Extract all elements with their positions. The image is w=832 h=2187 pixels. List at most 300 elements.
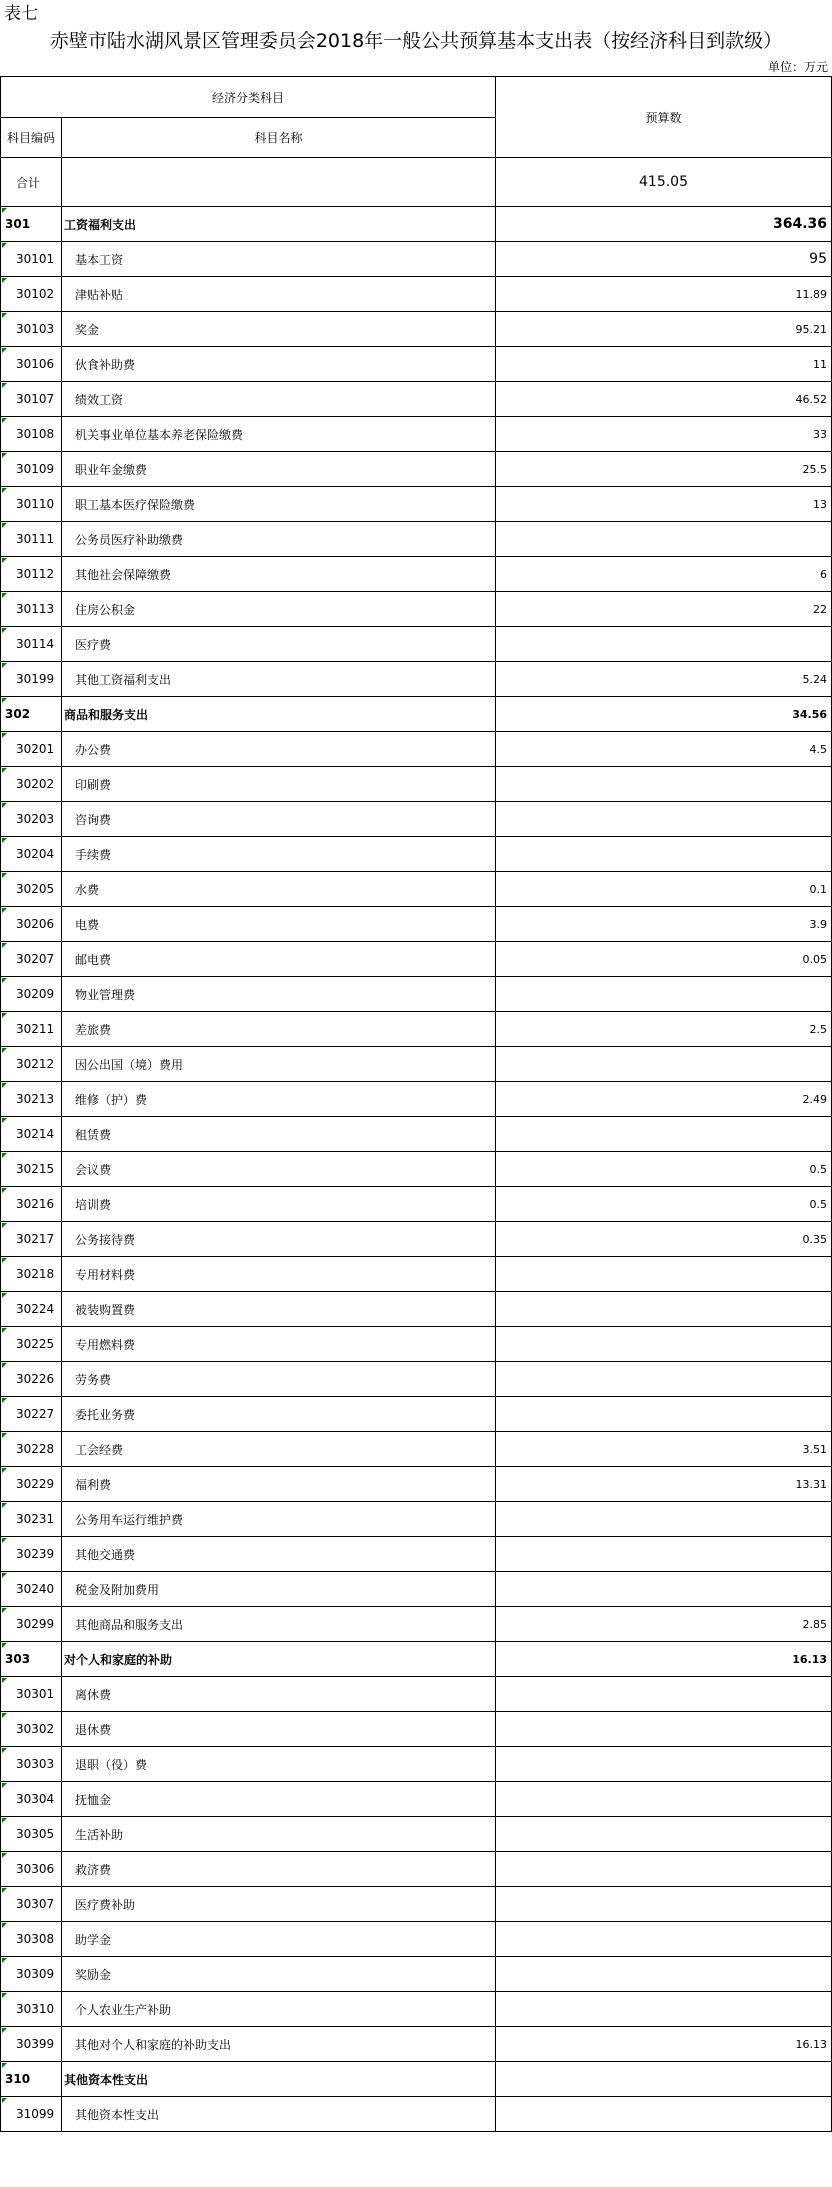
row-amount: 0.35 — [802, 1232, 827, 1246]
row-code: 30305 — [16, 1827, 55, 1841]
table-row — [0, 1606, 832, 1642]
cell-marker-icon — [2, 1433, 7, 1438]
row-code: 30228 — [16, 1442, 55, 1456]
table-row — [0, 556, 832, 592]
row-amount-cell — [495, 276, 832, 312]
row-name: 维修（护）费 — [75, 1092, 148, 1107]
row-code-cell — [0, 591, 62, 627]
row-code: 30215 — [16, 1162, 55, 1176]
total-name-cell — [61, 157, 496, 207]
row-name: 救济费 — [75, 1862, 112, 1877]
cell-marker-icon — [2, 313, 7, 318]
header-code-label: 科目编码 — [6, 131, 55, 145]
row-amount-cell — [495, 1886, 832, 1922]
row-name-cell — [61, 1921, 496, 1957]
row-name: 物业管理费 — [75, 987, 136, 1002]
row-code-cell — [0, 801, 62, 837]
table-row — [0, 241, 832, 277]
row-name-cell — [61, 1606, 496, 1642]
row-name: 劳务费 — [75, 1372, 112, 1387]
total-label-cell — [0, 157, 62, 207]
table-row — [0, 1291, 832, 1327]
row-code-cell — [0, 1326, 62, 1362]
row-amount-cell — [495, 1186, 832, 1222]
row-code: 30304 — [16, 1792, 55, 1806]
table-row — [0, 1816, 832, 1852]
row-name-cell — [61, 381, 496, 417]
row-amount: 3.51 — [802, 1442, 827, 1456]
cell-marker-icon — [2, 2028, 7, 2033]
row-code-cell — [0, 1256, 62, 1292]
table-row — [0, 521, 832, 557]
row-name: 专用材料费 — [75, 1267, 136, 1282]
header-amount-cell — [495, 76, 832, 158]
cell-marker-icon — [2, 1258, 7, 1263]
row-name: 生活补助 — [75, 1827, 124, 1842]
row-amount: 95.21 — [795, 322, 827, 336]
row-code: 30229 — [16, 1477, 55, 1491]
row-name: 公务接待费 — [75, 1232, 136, 1247]
cell-marker-icon — [2, 628, 7, 633]
row-amount: 5.24 — [802, 672, 827, 686]
row-code-cell — [0, 2096, 62, 2132]
row-code: 30303 — [16, 1757, 55, 1771]
row-code-cell — [0, 241, 62, 277]
row-name: 电费 — [75, 917, 100, 932]
row-amount-cell — [495, 1571, 832, 1607]
table-row — [0, 416, 832, 452]
row-name: 专用燃料费 — [75, 1337, 136, 1352]
row-name-cell — [61, 1991, 496, 2027]
row-code: 30111 — [16, 532, 55, 546]
row-code: 31099 — [16, 2107, 55, 2121]
row-code-cell — [0, 1956, 62, 1992]
row-name-cell — [61, 1186, 496, 1222]
cell-marker-icon — [2, 1643, 7, 1648]
row-name: 培训费 — [75, 1197, 112, 1212]
row-amount: 0.5 — [809, 1197, 827, 1211]
row-name-cell — [61, 451, 496, 487]
table-row — [0, 1956, 832, 1992]
cell-marker-icon — [2, 1118, 7, 1123]
row-code-cell — [0, 661, 62, 697]
row-name: 机关事业单位基本养老保险缴费 — [75, 427, 244, 442]
row-name-cell — [61, 1501, 496, 1537]
table-row — [0, 276, 832, 312]
row-name-cell — [61, 486, 496, 522]
cell-marker-icon — [2, 1153, 7, 1158]
row-amount-cell — [495, 591, 832, 627]
row-name-cell — [61, 591, 496, 627]
row-code: 30306 — [16, 1862, 55, 1876]
cell-marker-icon — [2, 1503, 7, 1508]
row-name: 差旅费 — [75, 1022, 112, 1037]
row-code: 30114 — [16, 637, 55, 651]
table-row — [0, 871, 832, 907]
row-amount-cell — [495, 556, 832, 592]
row-name-cell — [61, 801, 496, 837]
table-row — [0, 1256, 832, 1292]
row-code-cell — [0, 976, 62, 1012]
row-amount-cell — [495, 241, 832, 277]
row-amount: 0.1 — [809, 882, 827, 896]
row-name-cell — [61, 1396, 496, 1432]
row-code: 30309 — [16, 1967, 55, 1981]
row-code-cell — [0, 1921, 62, 1957]
row-name: 手续费 — [75, 847, 112, 862]
row-code: 30206 — [16, 917, 55, 931]
row-code-cell — [0, 696, 62, 732]
row-code-cell — [0, 2026, 62, 2062]
row-name-cell — [61, 1361, 496, 1397]
row-code: 30113 — [16, 602, 55, 616]
row-code-cell — [0, 731, 62, 767]
cell-marker-icon — [2, 1853, 7, 1858]
table-row — [0, 1571, 832, 1607]
row-code: 30231 — [16, 1512, 55, 1526]
cell-marker-icon — [2, 1363, 7, 1368]
row-amount: 16.13 — [795, 2037, 827, 2051]
row-amount: 364.36 — [772, 216, 827, 232]
row-name: 抚恤金 — [75, 1792, 112, 1807]
cell-marker-icon — [2, 1468, 7, 1473]
cell-marker-icon — [2, 1608, 7, 1613]
table-row — [0, 906, 832, 942]
table-row — [0, 1046, 832, 1082]
table-row — [0, 346, 832, 382]
row-code: 30101 — [16, 252, 55, 266]
cell-marker-icon — [2, 278, 7, 283]
row-name-cell — [61, 416, 496, 452]
table-row — [0, 311, 832, 347]
row-amount-cell — [495, 451, 832, 487]
row-name-cell — [61, 346, 496, 382]
row-amount-cell — [495, 941, 832, 977]
row-code-cell — [0, 521, 62, 557]
table-row — [0, 1431, 832, 1467]
row-code-cell — [0, 1291, 62, 1327]
table-row — [0, 1186, 832, 1222]
row-code-cell — [0, 1606, 62, 1642]
row-amount-cell — [495, 661, 832, 697]
cell-marker-icon — [2, 488, 7, 493]
table-row — [0, 696, 832, 732]
cell-marker-icon — [2, 943, 7, 948]
cell-marker-icon — [2, 978, 7, 983]
cell-marker-icon — [2, 1538, 7, 1543]
row-code: 30310 — [16, 2002, 55, 2016]
row-code-cell — [0, 1046, 62, 1082]
row-name: 住房公积金 — [75, 602, 136, 617]
row-name: 商品和服务支出 — [64, 707, 149, 722]
row-code-cell — [0, 1676, 62, 1712]
row-name-cell — [61, 1886, 496, 1922]
table-row — [0, 1746, 832, 1782]
cell-marker-icon — [2, 523, 7, 528]
row-name: 咨询费 — [75, 812, 112, 827]
cell-marker-icon — [2, 1958, 7, 1963]
row-code-cell — [0, 1151, 62, 1187]
table-row — [0, 941, 832, 977]
row-name: 职业年金缴费 — [75, 462, 148, 477]
row-name-cell — [61, 1081, 496, 1117]
table-row — [0, 1116, 832, 1152]
row-name: 其他商品和服务支出 — [75, 1617, 184, 1632]
row-amount: 11.89 — [795, 287, 827, 301]
row-amount-cell — [495, 381, 832, 417]
row-amount: 3.9 — [809, 917, 827, 931]
row-name-cell — [61, 2026, 496, 2062]
row-amount-cell — [495, 521, 832, 557]
row-name: 助学金 — [75, 1932, 112, 1947]
row-amount-cell — [495, 1431, 832, 1467]
cell-marker-icon — [2, 803, 7, 808]
row-name-cell — [61, 661, 496, 697]
row-name-cell — [61, 836, 496, 872]
table-row — [0, 1991, 832, 2027]
row-name-cell — [61, 521, 496, 557]
row-amount: 46.52 — [795, 392, 827, 406]
row-code: 30299 — [16, 1617, 55, 1631]
row-amount-cell — [495, 696, 832, 732]
row-name: 办公费 — [75, 742, 112, 757]
row-amount: 6 — [820, 567, 827, 581]
row-name-cell — [61, 1781, 496, 1817]
row-name: 租赁费 — [75, 1127, 112, 1142]
row-amount: 4.5 — [809, 742, 827, 756]
row-code-cell — [0, 416, 62, 452]
row-code-cell — [0, 346, 62, 382]
row-amount-cell — [495, 1396, 832, 1432]
row-name-cell — [61, 311, 496, 347]
row-name-cell — [61, 276, 496, 312]
cell-marker-icon — [2, 208, 7, 213]
row-amount: 0.5 — [809, 1162, 827, 1176]
row-amount: 11 — [813, 357, 827, 371]
row-name: 离休费 — [75, 1687, 112, 1702]
table-row — [0, 1711, 832, 1747]
row-code: 30302 — [16, 1722, 55, 1736]
table-row — [0, 1676, 832, 1712]
row-name-cell — [61, 1011, 496, 1047]
row-code: 30225 — [16, 1337, 55, 1351]
row-amount: 95 — [809, 251, 827, 267]
row-code: 30307 — [16, 1897, 55, 1911]
row-name-cell — [61, 241, 496, 277]
row-amount-cell — [495, 1956, 832, 1992]
row-code-cell — [0, 1536, 62, 1572]
table-row — [0, 731, 832, 767]
row-amount: 2.85 — [802, 1617, 827, 1631]
row-code: 303 — [5, 1652, 31, 1666]
row-name-cell — [61, 1571, 496, 1607]
row-code: 30214 — [16, 1127, 55, 1141]
row-name: 公务用车运行维护费 — [75, 1512, 184, 1527]
row-name: 医疗费 — [75, 637, 112, 652]
total-amount: 415.05 — [639, 174, 688, 190]
header-amount-label: 预算数 — [645, 110, 682, 125]
table-row — [0, 626, 832, 662]
row-name-cell — [61, 871, 496, 907]
row-amount-cell — [495, 1851, 832, 1887]
row-name-cell — [61, 1221, 496, 1257]
row-code: 30216 — [16, 1197, 55, 1211]
row-code-cell — [0, 1746, 62, 1782]
row-name: 印刷费 — [75, 777, 112, 792]
row-amount-cell — [495, 206, 832, 242]
row-amount-cell — [495, 1291, 832, 1327]
row-name-cell — [61, 1466, 496, 1502]
row-name: 医疗费补助 — [75, 1897, 136, 1912]
table-row — [0, 1781, 832, 1817]
row-code: 30108 — [16, 427, 55, 441]
table-row — [0, 591, 832, 627]
row-amount-cell — [495, 416, 832, 452]
row-code-cell — [0, 1396, 62, 1432]
row-code: 30209 — [16, 987, 55, 1001]
row-code: 30107 — [16, 392, 55, 406]
cell-marker-icon — [2, 838, 7, 843]
table-row — [0, 381, 832, 417]
table-row — [0, 1536, 832, 1572]
row-code-cell — [0, 1501, 62, 1537]
row-amount: 25.5 — [802, 462, 827, 476]
cell-marker-icon — [2, 1398, 7, 1403]
row-code: 30212 — [16, 1057, 55, 1071]
row-code: 30202 — [16, 777, 55, 791]
row-amount-cell — [495, 311, 832, 347]
row-name: 会议费 — [75, 1162, 112, 1177]
row-amount-cell — [495, 626, 832, 662]
cell-marker-icon — [2, 383, 7, 388]
row-amount-cell — [495, 1081, 832, 1117]
row-code-cell — [0, 1186, 62, 1222]
row-code-cell — [0, 276, 62, 312]
row-name: 因公出国（境）费用 — [75, 1057, 184, 1072]
row-name-cell — [61, 766, 496, 802]
row-amount-cell — [495, 976, 832, 1012]
header-name-cell — [61, 117, 496, 158]
row-code: 30110 — [16, 497, 55, 511]
row-code: 30308 — [16, 1932, 55, 1946]
row-amount-cell — [495, 1501, 832, 1537]
row-code: 30211 — [16, 1022, 55, 1036]
cell-marker-icon — [2, 2063, 7, 2068]
row-code: 30205 — [16, 882, 55, 896]
row-code: 30399 — [16, 2037, 55, 2051]
table-row — [0, 1011, 832, 1047]
row-code-cell — [0, 1991, 62, 2027]
cell-marker-icon — [2, 908, 7, 913]
row-code: 30109 — [16, 462, 55, 476]
row-amount-cell — [495, 346, 832, 382]
row-code: 30106 — [16, 357, 55, 371]
cell-marker-icon — [2, 1748, 7, 1753]
row-name-cell — [61, 556, 496, 592]
row-name-cell — [61, 1641, 496, 1677]
row-code: 301 — [5, 217, 31, 231]
table-row — [0, 1221, 832, 1257]
row-code-cell — [0, 1221, 62, 1257]
row-name: 被装购置费 — [75, 1302, 136, 1317]
cell-marker-icon — [2, 1083, 7, 1088]
row-amount-cell — [495, 1711, 832, 1747]
cell-marker-icon — [2, 768, 7, 773]
row-amount-cell — [495, 1256, 832, 1292]
cell-marker-icon — [2, 1188, 7, 1193]
cell-marker-icon — [2, 418, 7, 423]
row-name-cell — [61, 1116, 496, 1152]
row-code-cell — [0, 311, 62, 347]
row-code-cell — [0, 1011, 62, 1047]
row-amount-cell — [495, 906, 832, 942]
row-name-cell — [61, 906, 496, 942]
row-name: 福利费 — [75, 1477, 112, 1492]
cell-marker-icon — [2, 1783, 7, 1788]
row-code-cell — [0, 1361, 62, 1397]
table-row — [0, 1921, 832, 1957]
unit-label: 单位：万元 — [767, 60, 828, 74]
table-row — [0, 486, 832, 522]
cell-marker-icon — [2, 1713, 7, 1718]
row-name: 税金及附加费用 — [75, 1582, 160, 1597]
row-name-cell — [61, 731, 496, 767]
row-code: 30240 — [16, 1582, 55, 1596]
row-name: 奖金 — [75, 322, 100, 337]
row-name: 工资福利支出 — [64, 217, 137, 232]
row-code-cell — [0, 906, 62, 942]
row-name-cell — [61, 696, 496, 732]
row-name: 基本工资 — [75, 252, 124, 267]
row-code-cell — [0, 381, 62, 417]
row-code-cell — [0, 766, 62, 802]
row-name: 退休费 — [75, 1722, 112, 1737]
row-code: 30199 — [16, 672, 55, 686]
row-amount-cell — [495, 1921, 832, 1957]
row-name: 水费 — [75, 882, 100, 897]
row-code-cell — [0, 836, 62, 872]
row-amount-cell — [495, 1816, 832, 1852]
row-name-cell — [61, 1256, 496, 1292]
table-row — [0, 1466, 832, 1502]
row-name-cell — [61, 976, 496, 1012]
header-group-cell — [0, 76, 496, 118]
row-code-cell — [0, 1081, 62, 1117]
table-row — [0, 1501, 832, 1537]
row-name-cell — [61, 1676, 496, 1712]
row-code-cell — [0, 1816, 62, 1852]
row-amount-cell — [495, 1116, 832, 1152]
row-name-cell — [61, 206, 496, 242]
row-amount-cell — [495, 1466, 832, 1502]
row-code: 30301 — [16, 1687, 55, 1701]
table-row — [0, 1396, 832, 1432]
cell-marker-icon — [2, 453, 7, 458]
row-name-cell — [61, 1326, 496, 1362]
table-row — [0, 451, 832, 487]
row-name: 奖励金 — [75, 1967, 112, 1982]
row-name-cell — [61, 941, 496, 977]
row-code: 30112 — [16, 567, 55, 581]
cell-marker-icon — [2, 243, 7, 248]
row-code: 30217 — [16, 1232, 55, 1246]
row-code: 30213 — [16, 1092, 55, 1106]
total-amount-cell — [495, 157, 832, 207]
row-name: 绩效工资 — [75, 392, 124, 407]
row-code-cell — [0, 1466, 62, 1502]
row-code-cell — [0, 1571, 62, 1607]
row-code-cell — [0, 1781, 62, 1817]
